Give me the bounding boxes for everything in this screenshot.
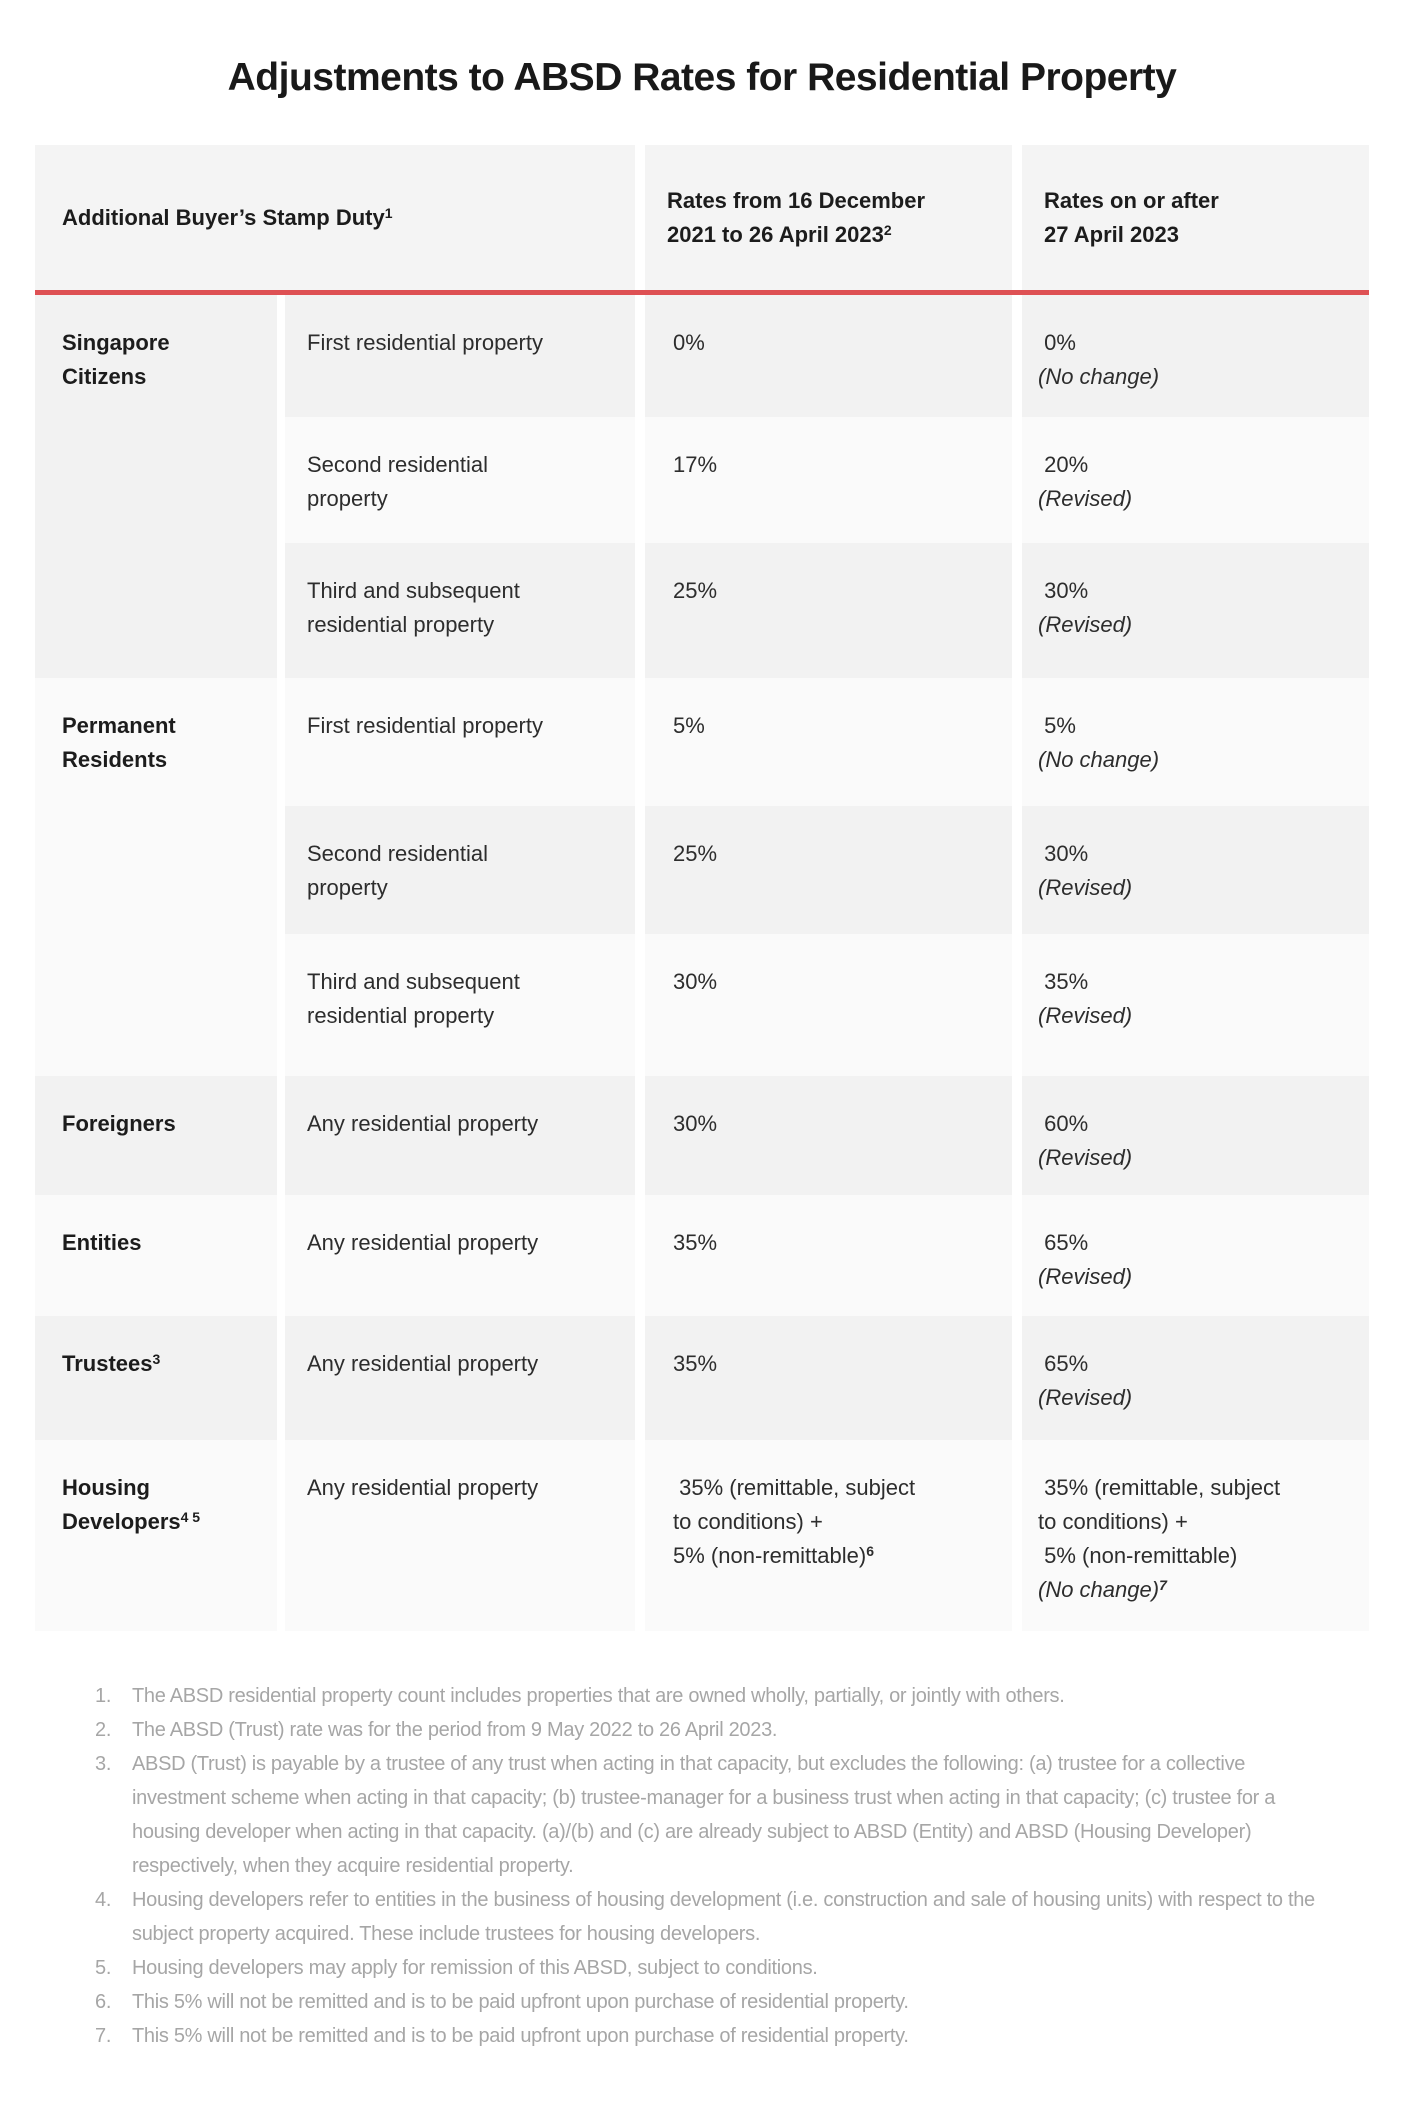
footnote-number: 3. bbox=[95, 1753, 112, 1775]
rate-new-cell: 65% (Revised) bbox=[1022, 1195, 1369, 1316]
page-title: Adjustments to ABSD Rates for Residential Property bbox=[227, 56, 1177, 99]
footnote-number: 1. bbox=[95, 1685, 112, 1707]
rate-old-cell: 35% bbox=[645, 1195, 1012, 1316]
group-singapore-citizens: Singapore Citizens bbox=[35, 295, 277, 678]
footnote-text: Housing developers refer to entities in the business of housing development (i.e. construction and sale of housing units) with respect to the subject property acquired. These include trustees for housing developers. bbox=[132, 1889, 1315, 1945]
column-header-new-rates: Rates on or after 27 April 2023 bbox=[1022, 145, 1369, 290]
group-trustees: Trustees$^3$ bbox=[35, 1316, 277, 1440]
rate-new-cell: 60% (Revised) bbox=[1022, 1076, 1369, 1195]
footnote-text: This 5% will not be remitted and is to be paid upfront upon purchase of residential property. bbox=[132, 2025, 909, 2047]
rate-old-cell: 25% bbox=[645, 543, 1012, 678]
rate-old-cell: 0% bbox=[645, 295, 1012, 417]
footnote-5 bbox=[95, 1951, 1375, 1985]
absd-rates-table bbox=[35, 145, 1369, 1631]
property-cell: First residential property bbox=[285, 295, 635, 417]
property-cell: Second residential property bbox=[285, 417, 635, 543]
footnote-text: This 5% will not be remitted and is to be paid upfront upon purchase of residential property. bbox=[132, 1991, 909, 2013]
column-header-buyer-type: Additional Buyer’s Stamp Duty$^1$ bbox=[35, 145, 635, 290]
rate-old-cell: 25% bbox=[645, 806, 1012, 934]
group-entities: Entities bbox=[35, 1195, 277, 1316]
footnote-ref-6: 6 bbox=[866, 1543, 874, 1559]
property-cell: Third and subsequent residential property bbox=[285, 934, 635, 1076]
property-cell: Any residential property bbox=[285, 1316, 635, 1440]
property-cell: First residential property bbox=[285, 678, 635, 806]
rate-old-cell: 17% bbox=[645, 417, 1012, 543]
footnote-ref-1: 1 bbox=[384, 204, 393, 221]
footnote-number: 4. bbox=[95, 1889, 112, 1911]
rate-note: (Revised) bbox=[1038, 1145, 1133, 1170]
rate-old-cell: 35% bbox=[645, 1316, 1012, 1440]
footnote-ref-2: 2 bbox=[883, 221, 892, 238]
rate-new-cell: 35% (Revised) bbox=[1022, 934, 1369, 1076]
footnote-number: 7. bbox=[95, 2025, 112, 2047]
footnote-number: 5. bbox=[95, 1957, 112, 1979]
rate-note: (Revised) bbox=[1038, 875, 1133, 900]
footnote-6 bbox=[95, 1985, 1375, 2019]
footnote-text: The ABSD residential property count includes properties that are owned wholly, partially, or jointly with others. bbox=[132, 1685, 1065, 1707]
footnote-text: Housing developers may apply for remission of this ABSD, subject to conditions. bbox=[132, 1957, 818, 1979]
column-header-old-rates: Rates from 16 December 2021 to 26 April 2023$^2$ bbox=[645, 145, 1012, 290]
rate-old-cell: 35% (remittable, subject to conditions) + 5% (non-remittable)$^6$ bbox=[645, 1440, 1012, 1631]
rate-old-cell: 30% bbox=[645, 1076, 1012, 1195]
rate-new-cell: 65% (Revised) bbox=[1022, 1316, 1369, 1440]
rate-new-cell: 0% (No change) bbox=[1022, 295, 1369, 417]
property-cell: Any residential property bbox=[285, 1076, 635, 1195]
footnote-number: 2. bbox=[95, 1719, 112, 1741]
property-cell: Any residential property bbox=[285, 1440, 635, 1631]
group-permanent-residents: Permanent Residents bbox=[35, 678, 277, 1076]
group-housing-developers: Housing Developers$^{4 5}$ bbox=[35, 1440, 277, 1631]
footnote-ref-3: 3 bbox=[152, 1351, 161, 1367]
property-cell: Any residential property bbox=[285, 1195, 635, 1316]
rate-new-cell: 30% (Revised) bbox=[1022, 806, 1369, 934]
rate-note: (No change) bbox=[1038, 364, 1160, 389]
footnote-1 bbox=[95, 1679, 1375, 1713]
rate-note: (No change) bbox=[1038, 747, 1160, 772]
group-foreigners: Foreigners bbox=[35, 1076, 277, 1195]
rate-note: (Revised) bbox=[1038, 1003, 1133, 1028]
footnote-7 bbox=[95, 2019, 1375, 2053]
rate-new-cell: 35% (remittable, subject to conditions) + 5% (non-remittable) (No change)$^7$ bbox=[1022, 1440, 1369, 1631]
rate-old-cell: 5% bbox=[645, 678, 1012, 806]
footnote-ref-4-5: 4 5 bbox=[180, 1509, 201, 1525]
footnotes bbox=[95, 1679, 1375, 2053]
property-cell: Second residential property bbox=[285, 806, 635, 934]
rate-note: (Revised) bbox=[1038, 1385, 1133, 1410]
rate-new-cell: 20% (Revised) bbox=[1022, 417, 1369, 543]
rate-note: (Revised) bbox=[1038, 612, 1133, 637]
rate-note: (Revised) bbox=[1038, 486, 1133, 511]
footnote-4 bbox=[95, 1883, 1375, 1951]
footnote-text: The ABSD (Trust) rate was for the period from 9 May 2022 to 26 April 2023. bbox=[132, 1719, 778, 1741]
rate-note: (Revised) bbox=[1038, 1264, 1133, 1289]
footnote-3 bbox=[95, 1747, 1375, 1883]
footnote-text: ABSD (Trust) is payable by a trustee of any trust when acting in that capacity, but excludes the following: (a) trustee for a collective investment scheme when acting in that capacity; (b) trustee-manager for a business trust when acting in that capacity; (c) trustee for a housing developer when acting in that capacity. (a)/(b) and (c) are already subject to ABSD (Entity) and ABSD (Housing Developer) respectively, when they acquire residential property. bbox=[132, 1753, 1276, 1877]
footnote-2 bbox=[95, 1713, 1375, 1747]
rate-old-cell: 30% bbox=[645, 934, 1012, 1076]
footnote-number: 6. bbox=[95, 1991, 112, 2013]
rate-new-cell: 30% (Revised) bbox=[1022, 543, 1369, 678]
rate-new-cell: 5% (No change) bbox=[1022, 678, 1369, 806]
footnote-ref-7: 7 bbox=[1159, 1577, 1167, 1593]
property-cell: Third and subsequent residential property bbox=[285, 543, 635, 678]
